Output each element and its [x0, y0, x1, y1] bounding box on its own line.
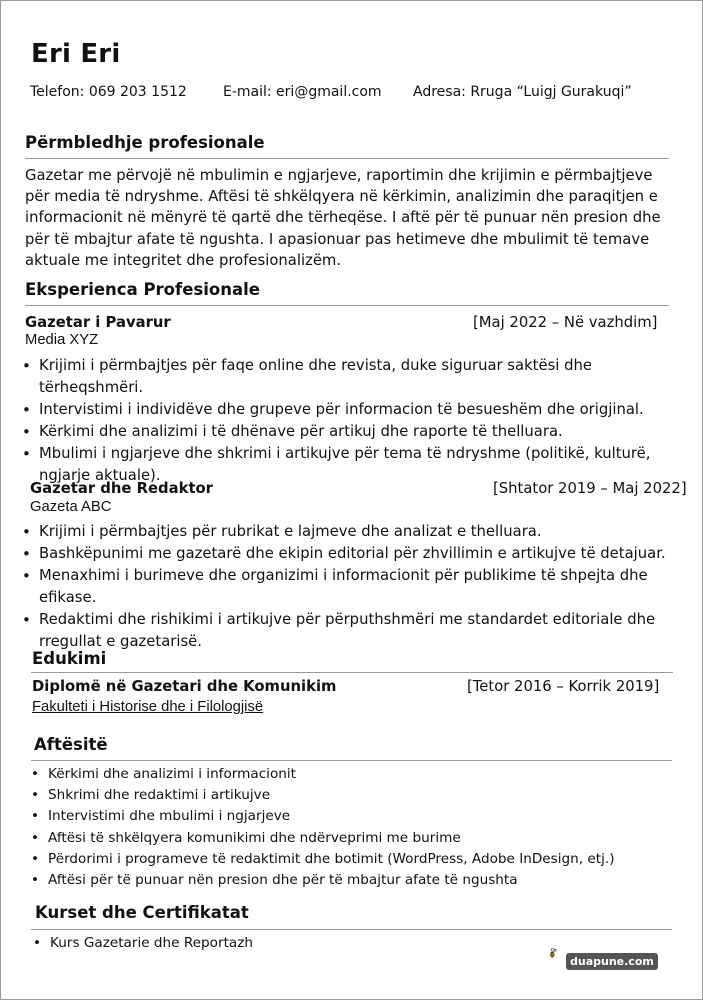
list-item — [22, 609, 687, 653]
list-item — [31, 806, 671, 827]
contact-address: Adresa: Rruga “Luigj Gurakuqi” — [413, 84, 632, 100]
summary-text: Gazetar me përvojë në mbulimin e ngjarjeve, raportimin dhe krijimin e përmbajtjeve për media të ndryshme. Aftësi të shkëlqyera në kërkimin, analizimin dhe paraqitjen e informacionit në mënyrë të qartë dhe tërheqëse. I aftë për të punuar nën presion dhe për të mbajtur afate të ngushta. I apasionuar pas hetimeve dhe mbulimit të temave aktuale me integritet dhe profesionalizëm. — [25, 167, 661, 269]
summary-divider — [25, 158, 669, 159]
skills-divider — [31, 760, 672, 761]
list-item — [31, 849, 671, 870]
job-bullets — [22, 355, 682, 487]
watermark-text: duapune.com — [566, 953, 658, 970]
skill-text: Aftësi për të punuar nën presion dhe për të mbajtur afate të ngushta — [48, 872, 518, 889]
list-item — [31, 785, 671, 806]
skill-text: Shkrimi dhe redaktimi i artikujve — [48, 787, 271, 804]
list-item — [22, 521, 687, 543]
bullet-icon: • — [31, 872, 40, 889]
skills-list — [31, 764, 671, 891]
courses-heading: Kurset dhe Certifikatat — [35, 903, 249, 922]
bullet-text: Krijimi i përmbajtjes për rubrikat e lajmeve dhe analizat e thelluara. — [39, 523, 542, 540]
bullet-text: Bashkëpunimi me gazetarë dhe ekipin editorial për zhvillimin e artikujve të detajuar. — [39, 545, 666, 562]
bullet-icon: • — [31, 787, 40, 804]
education-divider — [31, 672, 673, 673]
experience-divider — [25, 305, 669, 306]
bullet-icon: • — [33, 935, 42, 951]
bullet-icon: • — [31, 808, 40, 825]
skill-text: Përdorimi i programeve të redaktimit dhe botimit (WordPress, Adobe InDesign, etj.) — [48, 850, 615, 867]
bullet-text: Intervistimi i individëve dhe grupeve për informacion të besueshëm dhe origjinal. — [39, 401, 644, 418]
summary-heading: Përmbledhje profesionale — [25, 133, 265, 152]
list-item — [31, 764, 671, 785]
bullet-icon: • — [31, 766, 40, 782]
list-item — [31, 870, 671, 891]
job-title: Gazetar dhe Redaktor — [30, 480, 213, 497]
bullet-icon: • — [31, 829, 40, 846]
list-item — [22, 565, 687, 609]
list-item — [33, 933, 533, 954]
bullet-icon: • — [22, 545, 31, 563]
list-item — [22, 543, 687, 565]
education-heading: Edukimi — [32, 649, 107, 668]
bullet-icon: • — [22, 567, 31, 585]
job-company: Gazeta ABC — [30, 499, 112, 515]
education-dates: [Tetor 2016 – Korrik 2019] — [467, 678, 660, 695]
contact-email: E-mail: eri@gmail.com — [223, 84, 382, 100]
course-text: Kurs Gazetarie dhe Reportazh — [50, 935, 253, 951]
job-title: Gazetar i Pavarur — [25, 314, 171, 331]
bullet-text: Krijimi i përmbajtjes për faqe online dhe revista, duke siguruar saktësi dhe tërheqshmëri. — [39, 357, 592, 396]
bullet-icon: • — [22, 357, 31, 375]
contact-phone: Telefon: 069 203 1512 — [30, 84, 187, 100]
bullet-icon: • — [22, 611, 31, 629]
courses-list — [33, 933, 533, 954]
bullet-icon: • — [31, 850, 40, 867]
job-dates: [Maj 2022 – Në vazhdim] — [473, 314, 658, 331]
skill-text: Kërkimi dhe analizimi i informacionit — [48, 766, 296, 782]
skill-text: Aftësi të shkëlqyera komunikimi dhe ndërveprimi me burime — [48, 829, 461, 846]
bullet-icon: • — [22, 523, 31, 541]
bullet-icon: • — [22, 445, 31, 463]
bullet-text: Menaxhimi i burimeve dhe organizimi i informacionit për publikime të shpejta dhe efikase. — [39, 567, 648, 606]
bullet-icon: • — [22, 401, 31, 419]
courses-divider — [31, 929, 672, 930]
list-item — [22, 355, 682, 399]
list-item — [22, 421, 682, 443]
list-item — [22, 399, 682, 421]
job-dates: [Shtator 2019 – Maj 2022] — [493, 480, 687, 497]
experience-heading: Eksperienca Profesionale — [25, 280, 260, 299]
degree-title: Diplomë në Gazetari dhe Komunikim — [32, 678, 337, 695]
bullet-text: Redaktimi dhe rishikimi i artikujve për përputhshmëri me standardet editoriale dhe rregullat e gazetarisë. — [39, 611, 656, 650]
skill-text: Intervistimi dhe mbulimi i ngjarjeve — [48, 808, 291, 825]
bullet-icon: • — [22, 423, 31, 441]
job-company: Media XYZ — [25, 332, 99, 348]
job-bullets — [22, 521, 687, 653]
bullet-text: Kërkimi dhe analizimi i të dhënave për artikuj dhe raporte të thelluara. — [39, 423, 563, 440]
skills-heading: Aftësitë — [34, 735, 108, 754]
school-name: Fakulteti i Historise dhe i Filologjisë — [32, 699, 264, 715]
list-item — [31, 828, 671, 849]
bullet-text: Mbulimi i ngjarjeve dhe shkrimi i artikujve për tema të ndryshme (politikë, kulturë, ngjarje aktuale). — [39, 445, 651, 484]
candidate-name: Eri Eri — [31, 39, 121, 69]
